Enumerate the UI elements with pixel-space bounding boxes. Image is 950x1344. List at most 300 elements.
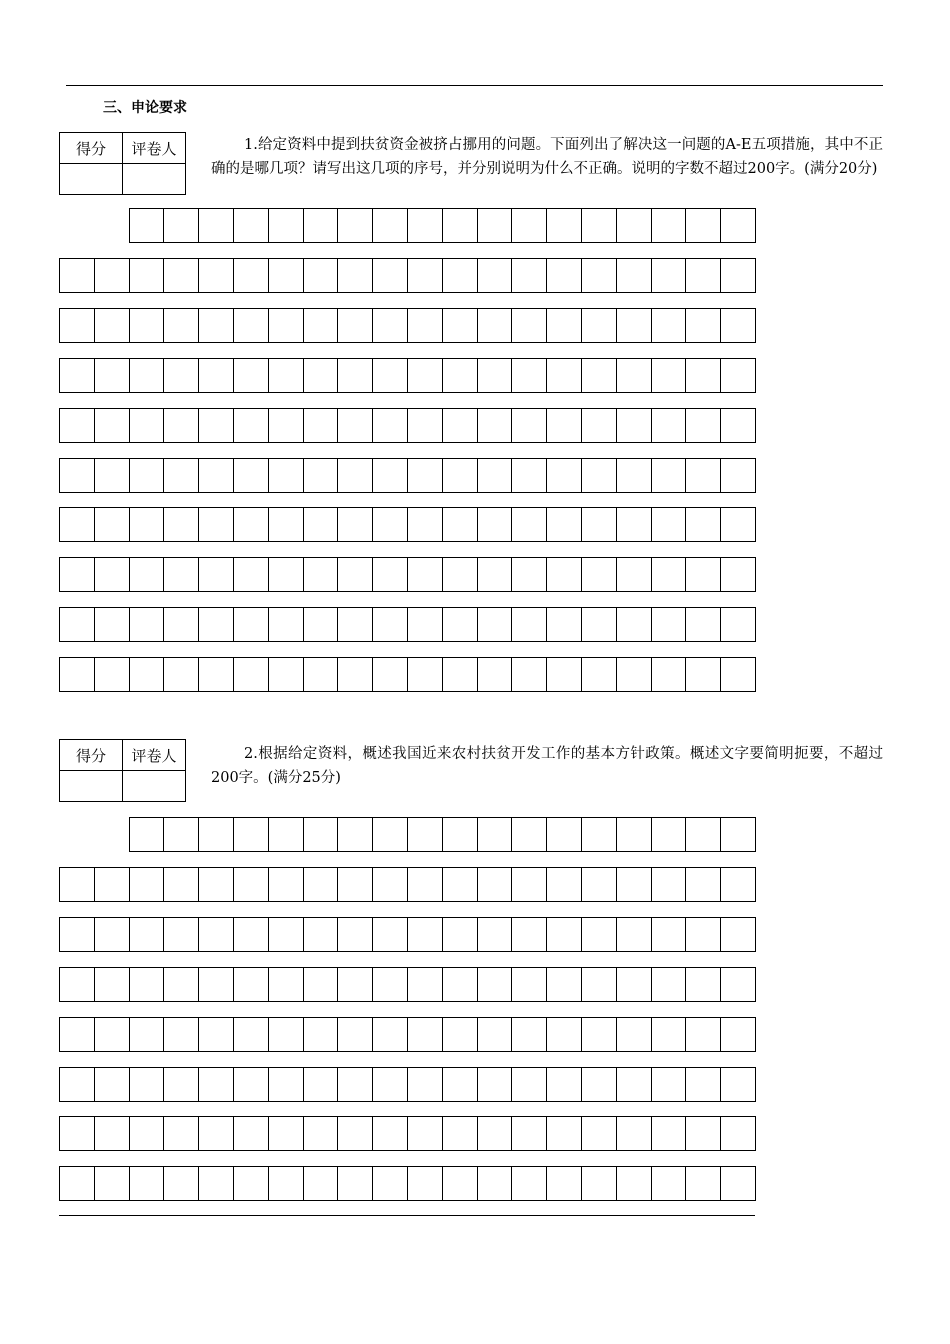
answer-cell[interactable] xyxy=(198,507,234,542)
answer-cell[interactable] xyxy=(581,1166,617,1201)
answer-cell[interactable] xyxy=(372,867,408,902)
answer-cell[interactable] xyxy=(94,1166,130,1201)
answer-cell[interactable] xyxy=(303,308,339,343)
answer-cell[interactable] xyxy=(372,557,408,592)
answer-cell[interactable] xyxy=(442,458,478,493)
answer-cell[interactable] xyxy=(268,208,304,243)
answer-cell[interactable] xyxy=(442,817,478,852)
answer-cell[interactable] xyxy=(268,917,304,952)
answer-cell[interactable] xyxy=(581,408,617,443)
answer-cell[interactable] xyxy=(337,507,373,542)
answer-cell[interactable] xyxy=(233,358,269,393)
answer-cell[interactable] xyxy=(233,817,269,852)
answer-cell[interactable] xyxy=(372,308,408,343)
answer-cell[interactable] xyxy=(303,258,339,293)
answer-cell[interactable] xyxy=(303,408,339,443)
answer-cell[interactable] xyxy=(268,607,304,642)
answer-cell[interactable] xyxy=(233,258,269,293)
answer-cell[interactable] xyxy=(685,967,721,1002)
answer-cell[interactable] xyxy=(129,867,165,902)
answer-cell[interactable] xyxy=(198,458,234,493)
answer-cell[interactable] xyxy=(163,607,199,642)
answer-cell[interactable] xyxy=(129,657,165,692)
answer-cell[interactable] xyxy=(198,917,234,952)
answer-cell[interactable] xyxy=(477,507,513,542)
answer-cell[interactable] xyxy=(303,458,339,493)
answer-cell[interactable] xyxy=(372,507,408,542)
answer-cell[interactable] xyxy=(477,967,513,1002)
answer-cell[interactable] xyxy=(372,1166,408,1201)
answer-cell[interactable] xyxy=(651,308,687,343)
answer-cell[interactable] xyxy=(59,458,95,493)
answer-cell[interactable] xyxy=(233,657,269,692)
answer-cell[interactable] xyxy=(477,1017,513,1052)
answer-cell[interactable] xyxy=(198,817,234,852)
answer-cell[interactable] xyxy=(720,607,756,642)
answer-cell[interactable] xyxy=(303,208,339,243)
answer-cell[interactable] xyxy=(163,308,199,343)
answer-cell[interactable] xyxy=(198,358,234,393)
answer-cell[interactable] xyxy=(198,1017,234,1052)
answer-cell[interactable] xyxy=(59,358,95,393)
answer-cell[interactable] xyxy=(720,867,756,902)
answer-cell[interactable] xyxy=(303,1067,339,1102)
answer-cell[interactable] xyxy=(407,967,443,1002)
answer-cell[interactable] xyxy=(546,308,582,343)
answer-cell[interactable] xyxy=(685,458,721,493)
answer-cell[interactable] xyxy=(163,258,199,293)
answer-cell[interactable] xyxy=(546,1116,582,1151)
answer-cell[interactable] xyxy=(477,1067,513,1102)
answer-cell[interactable] xyxy=(581,1116,617,1151)
answer-cell[interactable] xyxy=(337,208,373,243)
answer-cell[interactable] xyxy=(477,657,513,692)
answer-cell[interactable] xyxy=(616,408,652,443)
answer-cell[interactable] xyxy=(685,557,721,592)
answer-cell[interactable] xyxy=(337,1116,373,1151)
answer-cell[interactable] xyxy=(616,867,652,902)
answer-cell[interactable] xyxy=(442,507,478,542)
answer-cell[interactable] xyxy=(233,607,269,642)
answer-cell[interactable] xyxy=(163,1067,199,1102)
answer-cell[interactable] xyxy=(407,208,443,243)
answer-cell[interactable] xyxy=(59,408,95,443)
answer-cell[interactable] xyxy=(651,1166,687,1201)
answer-cell[interactable] xyxy=(94,408,130,443)
answer-cell[interactable] xyxy=(546,817,582,852)
answer-cell[interactable] xyxy=(94,1067,130,1102)
answer-cell[interactable] xyxy=(442,867,478,902)
answer-cell[interactable] xyxy=(268,458,304,493)
answer-cell[interactable] xyxy=(442,967,478,1002)
answer-cell[interactable] xyxy=(720,1017,756,1052)
answer-cell[interactable] xyxy=(337,258,373,293)
answer-cell[interactable] xyxy=(511,917,547,952)
answer-cell[interactable] xyxy=(303,657,339,692)
answer-cell[interactable] xyxy=(407,657,443,692)
answer-cell[interactable] xyxy=(720,358,756,393)
answer-cell[interactable] xyxy=(616,967,652,1002)
answer-cell[interactable] xyxy=(94,358,130,393)
answer-cell[interactable] xyxy=(685,917,721,952)
answer-cell[interactable] xyxy=(59,308,95,343)
answer-cell[interactable] xyxy=(442,358,478,393)
answer-cell[interactable] xyxy=(720,967,756,1002)
answer-cell[interactable] xyxy=(94,1116,130,1151)
answer-cell[interactable] xyxy=(94,867,130,902)
answer-cell[interactable] xyxy=(268,557,304,592)
answer-cell[interactable] xyxy=(129,817,165,852)
answer-cell[interactable] xyxy=(581,967,617,1002)
answer-cell[interactable] xyxy=(198,1067,234,1102)
answer-cell[interactable] xyxy=(163,867,199,902)
answer-cell[interactable] xyxy=(651,1017,687,1052)
answer-cell[interactable] xyxy=(477,867,513,902)
answer-cell[interactable] xyxy=(511,1017,547,1052)
answer-cell[interactable] xyxy=(268,817,304,852)
answer-cell[interactable] xyxy=(685,208,721,243)
answer-cell[interactable] xyxy=(477,1166,513,1201)
answer-cell[interactable] xyxy=(720,657,756,692)
answer-cell[interactable] xyxy=(720,557,756,592)
answer-cell[interactable] xyxy=(442,1017,478,1052)
answer-cell[interactable] xyxy=(651,208,687,243)
answer-cell[interactable] xyxy=(442,1067,478,1102)
answer-cell[interactable] xyxy=(511,208,547,243)
answer-cell[interactable] xyxy=(268,408,304,443)
answer-cell[interactable] xyxy=(372,258,408,293)
answer-cell[interactable] xyxy=(303,817,339,852)
answer-cell[interactable] xyxy=(616,557,652,592)
answer-cell[interactable] xyxy=(407,358,443,393)
answer-cell[interactable] xyxy=(581,607,617,642)
answer-cell[interactable] xyxy=(685,657,721,692)
answer-cell[interactable] xyxy=(163,1166,199,1201)
answer-cell[interactable] xyxy=(129,557,165,592)
answer-cell[interactable] xyxy=(685,358,721,393)
answer-cell[interactable] xyxy=(651,358,687,393)
answer-cell[interactable] xyxy=(616,817,652,852)
answer-cell[interactable] xyxy=(581,867,617,902)
answer-cell[interactable] xyxy=(651,1116,687,1151)
answer-cell[interactable] xyxy=(511,607,547,642)
answer-cell[interactable] xyxy=(233,867,269,902)
answer-cell[interactable] xyxy=(616,917,652,952)
answer-cell[interactable] xyxy=(720,1067,756,1102)
answer-cell[interactable] xyxy=(94,507,130,542)
answer-cell[interactable] xyxy=(511,657,547,692)
answer-cell[interactable] xyxy=(546,408,582,443)
answer-cell[interactable] xyxy=(685,1017,721,1052)
answer-cell[interactable] xyxy=(407,308,443,343)
answer-cell[interactable] xyxy=(129,358,165,393)
answer-cell[interactable] xyxy=(268,867,304,902)
answer-cell[interactable] xyxy=(546,1017,582,1052)
answer-cell[interactable] xyxy=(303,557,339,592)
answer-cell[interactable] xyxy=(129,1166,165,1201)
answer-cell[interactable] xyxy=(268,1166,304,1201)
answer-cell[interactable] xyxy=(198,867,234,902)
answer-cell[interactable] xyxy=(511,1116,547,1151)
answer-cell[interactable] xyxy=(129,607,165,642)
answer-cell[interactable] xyxy=(546,507,582,542)
answer-cell[interactable] xyxy=(477,208,513,243)
answer-cell[interactable] xyxy=(233,208,269,243)
answer-cell[interactable] xyxy=(720,458,756,493)
answer-cell[interactable] xyxy=(442,917,478,952)
answer-cell[interactable] xyxy=(233,507,269,542)
answer-cell[interactable] xyxy=(685,607,721,642)
answer-cell[interactable] xyxy=(129,1116,165,1151)
answer-cell[interactable] xyxy=(163,208,199,243)
answer-cell[interactable] xyxy=(442,607,478,642)
answer-cell[interactable] xyxy=(129,967,165,1002)
answer-cell[interactable] xyxy=(616,458,652,493)
answer-cell[interactable] xyxy=(337,557,373,592)
answer-cell[interactable] xyxy=(163,507,199,542)
answer-cell[interactable] xyxy=(198,657,234,692)
answer-cell[interactable] xyxy=(59,1017,95,1052)
answer-cell[interactable] xyxy=(511,557,547,592)
answer-cell[interactable] xyxy=(337,657,373,692)
answer-cell[interactable] xyxy=(198,1166,234,1201)
answer-cell[interactable] xyxy=(477,1116,513,1151)
answer-cell[interactable] xyxy=(59,917,95,952)
answer-cell[interactable] xyxy=(268,657,304,692)
answer-cell[interactable] xyxy=(303,1166,339,1201)
answer-cell[interactable] xyxy=(129,308,165,343)
answer-cell[interactable] xyxy=(407,557,443,592)
answer-cell[interactable] xyxy=(372,657,408,692)
answer-cell[interactable] xyxy=(163,817,199,852)
answer-cell[interactable] xyxy=(581,258,617,293)
answer-cell[interactable] xyxy=(163,458,199,493)
answer-cell[interactable] xyxy=(129,507,165,542)
answer-cell[interactable] xyxy=(442,657,478,692)
answer-cell[interactable] xyxy=(303,867,339,902)
answer-cell[interactable] xyxy=(94,557,130,592)
answer-cell[interactable] xyxy=(581,917,617,952)
answer-cell[interactable] xyxy=(129,1067,165,1102)
answer-cell[interactable] xyxy=(198,258,234,293)
answer-cell[interactable] xyxy=(163,657,199,692)
answer-cell[interactable] xyxy=(685,258,721,293)
answer-cell[interactable] xyxy=(372,408,408,443)
answer-cell[interactable] xyxy=(59,1116,95,1151)
answer-cell[interactable] xyxy=(59,867,95,902)
answer-cell[interactable] xyxy=(651,458,687,493)
answer-cell[interactable] xyxy=(511,507,547,542)
answer-cell[interactable] xyxy=(337,358,373,393)
answer-cell[interactable] xyxy=(372,917,408,952)
answer-cell[interactable] xyxy=(477,358,513,393)
answer-cell[interactable] xyxy=(511,458,547,493)
answer-cell[interactable] xyxy=(511,358,547,393)
answer-cell[interactable] xyxy=(720,208,756,243)
grader-entry[interactable] xyxy=(123,164,186,195)
answer-cell[interactable] xyxy=(685,408,721,443)
answer-cell[interactable] xyxy=(616,507,652,542)
answer-cell[interactable] xyxy=(616,657,652,692)
answer-cell[interactable] xyxy=(129,258,165,293)
answer-cell[interactable] xyxy=(198,408,234,443)
answer-cell[interactable] xyxy=(651,657,687,692)
answer-cell[interactable] xyxy=(407,408,443,443)
answer-cell[interactable] xyxy=(59,1067,95,1102)
answer-cell[interactable] xyxy=(511,408,547,443)
answer-cell[interactable] xyxy=(581,1067,617,1102)
answer-cell[interactable] xyxy=(337,867,373,902)
answer-cell[interactable] xyxy=(337,1166,373,1201)
answer-cell[interactable] xyxy=(233,557,269,592)
grader-entry[interactable] xyxy=(123,771,186,802)
answer-cell[interactable] xyxy=(372,1017,408,1052)
answer-cell[interactable] xyxy=(337,408,373,443)
answer-cell[interactable] xyxy=(720,817,756,852)
answer-cell[interactable] xyxy=(163,1116,199,1151)
answer-cell[interactable] xyxy=(546,557,582,592)
answer-cell[interactable] xyxy=(59,258,95,293)
answer-cell[interactable] xyxy=(407,817,443,852)
answer-cell[interactable] xyxy=(477,607,513,642)
answer-cell[interactable] xyxy=(442,408,478,443)
answer-cell[interactable] xyxy=(511,1166,547,1201)
answer-cell[interactable] xyxy=(233,1116,269,1151)
answer-cell[interactable] xyxy=(581,358,617,393)
answer-cell[interactable] xyxy=(337,1067,373,1102)
answer-cell[interactable] xyxy=(546,1166,582,1201)
answer-cell[interactable] xyxy=(546,258,582,293)
answer-cell[interactable] xyxy=(685,1166,721,1201)
answer-cell[interactable] xyxy=(477,408,513,443)
answer-cell[interactable] xyxy=(303,917,339,952)
answer-cell[interactable] xyxy=(372,458,408,493)
answer-cell[interactable] xyxy=(129,408,165,443)
answer-cell[interactable] xyxy=(651,258,687,293)
answer-cell[interactable] xyxy=(233,458,269,493)
answer-cell[interactable] xyxy=(407,607,443,642)
answer-cell[interactable] xyxy=(477,817,513,852)
answer-cell[interactable] xyxy=(198,557,234,592)
answer-cell[interactable] xyxy=(303,967,339,1002)
answer-cell[interactable] xyxy=(337,308,373,343)
answer-cell[interactable] xyxy=(720,308,756,343)
answer-cell[interactable] xyxy=(129,1017,165,1052)
answer-cell[interactable] xyxy=(651,917,687,952)
answer-cell[interactable] xyxy=(372,208,408,243)
answer-cell[interactable] xyxy=(94,607,130,642)
score-entry[interactable] xyxy=(60,164,123,195)
answer-cell[interactable] xyxy=(59,1166,95,1201)
answer-cell[interactable] xyxy=(477,917,513,952)
answer-cell[interactable] xyxy=(268,358,304,393)
answer-cell[interactable] xyxy=(407,1116,443,1151)
answer-cell[interactable] xyxy=(616,607,652,642)
answer-cell[interactable] xyxy=(407,507,443,542)
answer-cell[interactable] xyxy=(268,258,304,293)
answer-cell[interactable] xyxy=(198,1116,234,1151)
answer-cell[interactable] xyxy=(720,1166,756,1201)
answer-cell[interactable] xyxy=(129,458,165,493)
answer-cell[interactable] xyxy=(581,817,617,852)
answer-cell[interactable] xyxy=(511,308,547,343)
answer-cell[interactable] xyxy=(94,657,130,692)
answer-cell[interactable] xyxy=(94,458,130,493)
answer-cell[interactable] xyxy=(372,967,408,1002)
answer-cell[interactable] xyxy=(198,607,234,642)
answer-cell[interactable] xyxy=(163,917,199,952)
answer-cell[interactable] xyxy=(59,607,95,642)
answer-cell[interactable] xyxy=(685,817,721,852)
answer-cell[interactable] xyxy=(59,967,95,1002)
answer-cell[interactable] xyxy=(94,917,130,952)
answer-cell[interactable] xyxy=(268,308,304,343)
answer-cell[interactable] xyxy=(616,1166,652,1201)
answer-cell[interactable] xyxy=(59,507,95,542)
answer-cell[interactable] xyxy=(511,967,547,1002)
answer-cell[interactable] xyxy=(546,607,582,642)
answer-cell[interactable] xyxy=(94,258,130,293)
answer-cell[interactable] xyxy=(685,308,721,343)
answer-cell[interactable] xyxy=(94,308,130,343)
answer-cell[interactable] xyxy=(407,917,443,952)
answer-cell[interactable] xyxy=(651,557,687,592)
answer-cell[interactable] xyxy=(198,208,234,243)
answer-cell[interactable] xyxy=(546,917,582,952)
answer-cell[interactable] xyxy=(546,657,582,692)
answer-cell[interactable] xyxy=(720,258,756,293)
answer-cell[interactable] xyxy=(233,1017,269,1052)
answer-cell[interactable] xyxy=(511,1067,547,1102)
answer-cell[interactable] xyxy=(685,1067,721,1102)
answer-cell[interactable] xyxy=(407,1017,443,1052)
answer-cell[interactable] xyxy=(581,557,617,592)
answer-cell[interactable] xyxy=(372,1067,408,1102)
answer-cell[interactable] xyxy=(407,867,443,902)
answer-cell[interactable] xyxy=(581,458,617,493)
answer-cell[interactable] xyxy=(337,967,373,1002)
answer-cell[interactable] xyxy=(442,1116,478,1151)
answer-cell[interactable] xyxy=(720,1116,756,1151)
answer-cell[interactable] xyxy=(651,607,687,642)
answer-cell[interactable] xyxy=(720,917,756,952)
answer-cell[interactable] xyxy=(616,258,652,293)
answer-cell[interactable] xyxy=(372,358,408,393)
answer-cell[interactable] xyxy=(163,408,199,443)
answer-cell[interactable] xyxy=(59,657,95,692)
answer-cell[interactable] xyxy=(268,1067,304,1102)
answer-cell[interactable] xyxy=(616,308,652,343)
answer-cell[interactable] xyxy=(442,1166,478,1201)
answer-cell[interactable] xyxy=(546,208,582,243)
answer-cell[interactable] xyxy=(685,867,721,902)
answer-cell[interactable] xyxy=(372,1116,408,1151)
answer-cell[interactable] xyxy=(407,458,443,493)
answer-cell[interactable] xyxy=(337,458,373,493)
answer-cell[interactable] xyxy=(233,1067,269,1102)
answer-cell[interactable] xyxy=(233,1166,269,1201)
answer-cell[interactable] xyxy=(477,458,513,493)
answer-cell[interactable] xyxy=(685,1116,721,1151)
answer-cell[interactable] xyxy=(477,557,513,592)
answer-cell[interactable] xyxy=(163,1017,199,1052)
answer-cell[interactable] xyxy=(581,208,617,243)
answer-cell[interactable] xyxy=(198,967,234,1002)
answer-cell[interactable] xyxy=(163,557,199,592)
answer-cell[interactable] xyxy=(94,967,130,1002)
answer-cell[interactable] xyxy=(163,358,199,393)
answer-cell[interactable] xyxy=(651,967,687,1002)
